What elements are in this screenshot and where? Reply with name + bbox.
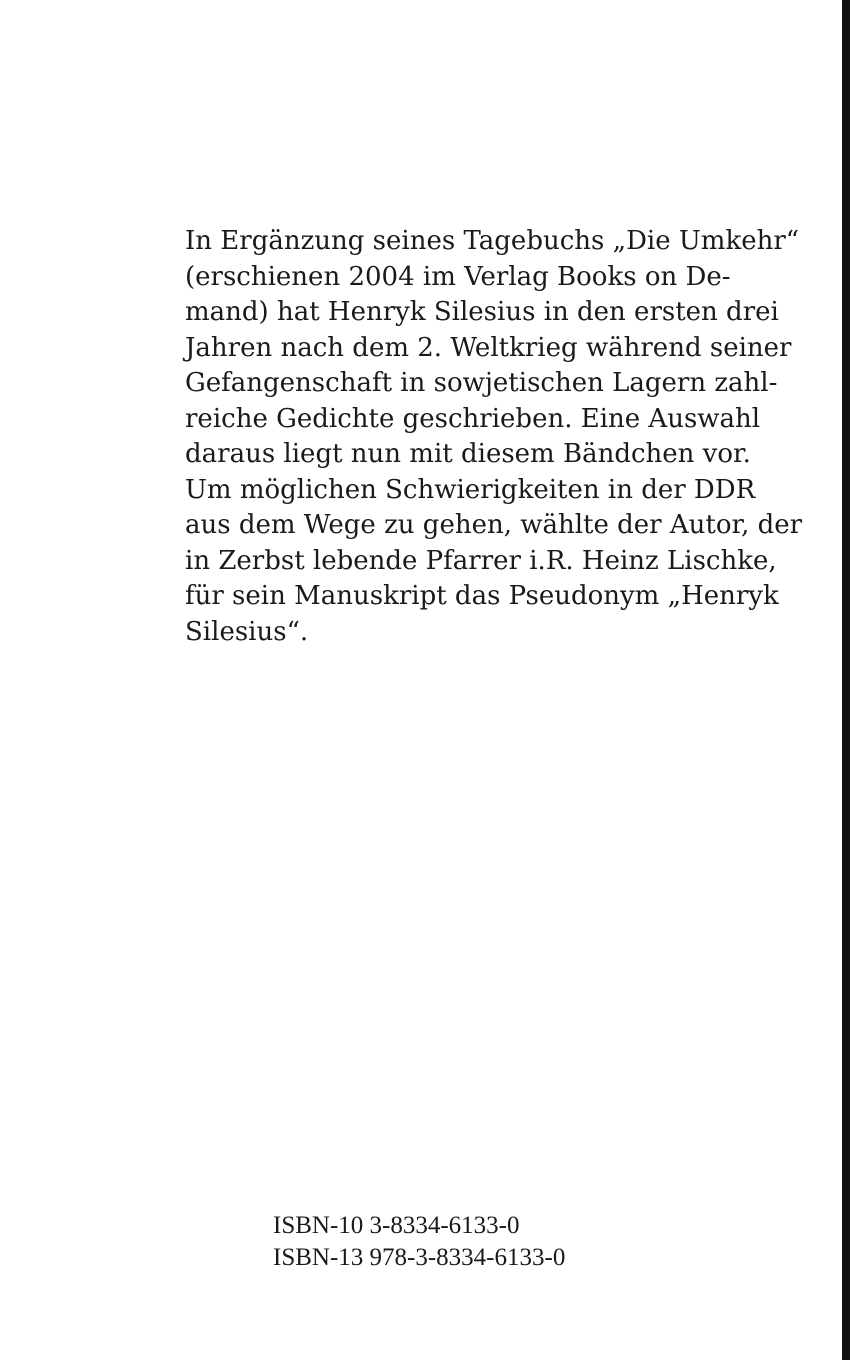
isbn-block xyxy=(273,1210,565,1274)
page-edge-bar xyxy=(842,0,850,1360)
blurb-line: Um möglichen Schwierigkeiten in der DDR xyxy=(185,474,756,505)
blurb-line: für sein Manuskript das Pseudonym „Henryk xyxy=(185,581,779,611)
blurb-line: Gefangenschaft in sowjetischen Lagern zahl- xyxy=(185,368,778,398)
blurb-line: Silesius“. xyxy=(185,616,309,647)
isbn-13: ISBN-13 978-3-8334-6133-0 xyxy=(273,1244,566,1271)
blurb-line: daraus liegt nun mit diesem Bändchen vor. xyxy=(185,439,751,469)
blurb-line: aus dem Wege zu gehen, wählte der Autor, der xyxy=(185,510,803,540)
blurb-line: Jahren nach dem 2. Weltkrieg während seiner xyxy=(185,332,792,363)
blurb-line: in Zerbst lebende Pfarrer i.R. Heinz Lischke, xyxy=(185,545,777,576)
blurb-text xyxy=(185,224,803,650)
blurb-line: mand) hat Henryk Silesius in den ersten drei xyxy=(185,297,779,327)
isbn-10: ISBN-10 3-8334-6133-0 xyxy=(273,1212,520,1239)
blurb-line: reiche Gedichte geschrieben. Eine Auswahl xyxy=(185,403,761,434)
blurb-line: (erschienen 2004 im Verlag Books on De- xyxy=(185,261,731,292)
blurb-line: In Ergänzung seines Tagebuchs „Die Umkehr“ xyxy=(185,226,800,256)
